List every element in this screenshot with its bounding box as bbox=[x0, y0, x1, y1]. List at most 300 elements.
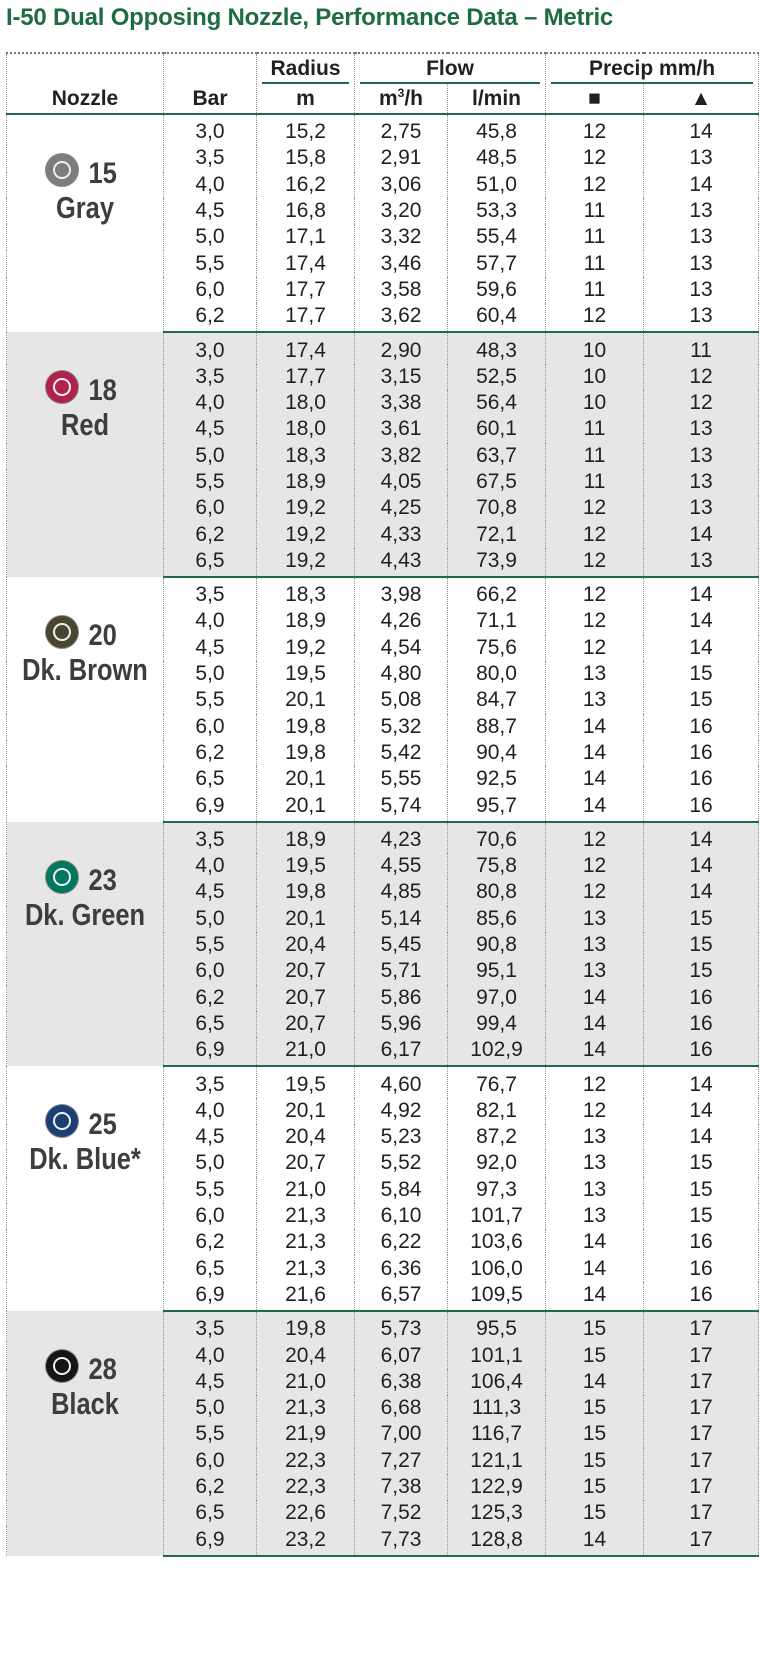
cell-bar: 6,2 bbox=[164, 521, 257, 547]
cell-precip-square: 14 bbox=[546, 792, 644, 821]
cell-bar: 3,0 bbox=[164, 114, 257, 145]
cell-flow-lmin: 121,1 bbox=[448, 1448, 546, 1474]
cell-radius: 19,8 bbox=[257, 714, 355, 740]
cell-flow-m3h: 2,90 bbox=[355, 332, 448, 363]
cell-precip-triangle: 15 bbox=[644, 906, 759, 932]
cell-precip-triangle: 13 bbox=[644, 303, 759, 332]
cell-bar: 4,0 bbox=[164, 1342, 257, 1368]
cell-precip-square: 12 bbox=[546, 853, 644, 879]
cell-precip-square: 15 bbox=[546, 1421, 644, 1447]
cell-precip-square: 13 bbox=[546, 687, 644, 713]
cell-precip-triangle: 13 bbox=[644, 469, 759, 495]
cell-flow-m3h: 3,62 bbox=[355, 303, 448, 332]
cell-precip-triangle: 16 bbox=[644, 1255, 759, 1281]
cell-bar: 5,5 bbox=[164, 250, 257, 276]
nozzle-ring-icon bbox=[53, 161, 71, 179]
cell-bar: 3,5 bbox=[164, 577, 257, 608]
cell-flow-m3h: 4,85 bbox=[355, 879, 448, 905]
cell-precip-triangle: 17 bbox=[644, 1421, 759, 1447]
cell-bar: 4,0 bbox=[164, 1098, 257, 1124]
cell-precip-triangle: 16 bbox=[644, 714, 759, 740]
cell-precip-triangle: 12 bbox=[644, 364, 759, 390]
cell-radius: 20,1 bbox=[257, 906, 355, 932]
cell-flow-lmin: 128,8 bbox=[448, 1526, 546, 1555]
cell-bar: 6,5 bbox=[164, 548, 257, 577]
cell-flow-lmin: 101,7 bbox=[448, 1203, 546, 1229]
cell-precip-square: 12 bbox=[546, 1066, 644, 1097]
cell-flow-m3h: 5,42 bbox=[355, 740, 448, 766]
cell-bar: 4,5 bbox=[164, 879, 257, 905]
cell-precip-triangle: 16 bbox=[644, 985, 759, 1011]
cell-radius: 18,9 bbox=[257, 822, 355, 853]
nozzle-number: 28 bbox=[88, 1353, 118, 1387]
cell-flow-lmin: 97,3 bbox=[448, 1177, 546, 1203]
cell-precip-triangle: 14 bbox=[644, 635, 759, 661]
cell-radius: 19,8 bbox=[257, 879, 355, 905]
cell-flow-m3h: 5,86 bbox=[355, 985, 448, 1011]
cell-flow-lmin: 71,1 bbox=[448, 608, 546, 634]
cell-flow-m3h: 7,38 bbox=[355, 1474, 448, 1500]
cell-precip-square: 13 bbox=[546, 1177, 644, 1203]
header-m3h-tail: /h bbox=[404, 86, 424, 110]
cell-precip-triangle: 12 bbox=[644, 390, 759, 416]
nozzle-name: Red bbox=[60, 407, 110, 443]
cell-bar: 6,0 bbox=[164, 714, 257, 740]
cell-precip-square: 12 bbox=[546, 114, 644, 145]
nozzle-id bbox=[3, 615, 163, 653]
cell-bar: 4,0 bbox=[164, 172, 257, 198]
cell-flow-m3h: 3,20 bbox=[355, 198, 448, 224]
cell-radius: 19,8 bbox=[257, 1311, 355, 1342]
cell-flow-lmin: 67,5 bbox=[448, 469, 546, 495]
table-row bbox=[7, 1066, 759, 1097]
cell-flow-lmin: 80,8 bbox=[448, 879, 546, 905]
cell-radius: 20,4 bbox=[257, 1124, 355, 1150]
nozzle-id bbox=[3, 860, 163, 897]
cell-flow-lmin: 95,5 bbox=[448, 1311, 546, 1342]
cell-flow-m3h: 6,38 bbox=[355, 1369, 448, 1395]
cell-flow-lmin: 122,9 bbox=[448, 1474, 546, 1500]
cell-precip-triangle: 13 bbox=[644, 548, 759, 577]
cell-precip-triangle: 11 bbox=[644, 332, 759, 363]
cell-bar: 4,0 bbox=[164, 608, 257, 634]
cell-flow-m3h: 5,23 bbox=[355, 1124, 448, 1150]
cell-radius: 19,2 bbox=[257, 635, 355, 661]
nozzle-ring-icon bbox=[53, 623, 71, 641]
cell-precip-square: 11 bbox=[546, 198, 644, 224]
cell-radius: 21,0 bbox=[257, 1037, 355, 1066]
cell-precip-triangle: 14 bbox=[644, 521, 759, 547]
cell-precip-triangle: 14 bbox=[644, 577, 759, 608]
nozzle-name: Black bbox=[51, 1386, 119, 1422]
cell-radius: 17,7 bbox=[257, 277, 355, 303]
table-row bbox=[7, 577, 759, 608]
cell-flow-m3h: 6,36 bbox=[355, 1255, 448, 1281]
cell-flow-m3h: 4,33 bbox=[355, 521, 448, 547]
header-blank-nozzle bbox=[7, 53, 164, 84]
cell-flow-lmin: 59,6 bbox=[448, 277, 546, 303]
cell-flow-m3h: 4,25 bbox=[355, 495, 448, 521]
cell-radius: 19,8 bbox=[257, 740, 355, 766]
cell-bar: 3,5 bbox=[164, 1066, 257, 1097]
cell-precip-triangle: 15 bbox=[644, 661, 759, 687]
cell-flow-m3h: 4,60 bbox=[355, 1066, 448, 1097]
cell-precip-triangle: 14 bbox=[644, 114, 759, 145]
cell-precip-square: 13 bbox=[546, 1203, 644, 1229]
cell-precip-square: 14 bbox=[546, 766, 644, 792]
header-m3h bbox=[355, 84, 448, 114]
cell-precip-square: 12 bbox=[546, 303, 644, 332]
header-nozzle: Nozzle bbox=[7, 84, 164, 114]
cell-flow-m3h: 2,91 bbox=[355, 145, 448, 171]
cell-precip-triangle: 14 bbox=[644, 853, 759, 879]
header-square-icon: ■ bbox=[546, 84, 644, 114]
table-row bbox=[7, 114, 759, 145]
cell-flow-m3h: 3,46 bbox=[355, 250, 448, 276]
cell-precip-square: 12 bbox=[546, 145, 644, 171]
cell-flow-lmin: 66,2 bbox=[448, 577, 546, 608]
cell-bar: 6,9 bbox=[164, 1037, 257, 1066]
cell-bar: 6,0 bbox=[164, 958, 257, 984]
cell-radius: 23,2 bbox=[257, 1526, 355, 1555]
cell-radius: 18,9 bbox=[257, 469, 355, 495]
cell-flow-m3h: 5,08 bbox=[355, 687, 448, 713]
nozzle-cell bbox=[7, 577, 164, 822]
cell-precip-triangle: 15 bbox=[644, 1203, 759, 1229]
cell-flow-lmin: 60,1 bbox=[448, 416, 546, 442]
cell-bar: 5,0 bbox=[164, 1150, 257, 1176]
nozzle-name: Dk. Green bbox=[24, 896, 146, 932]
cell-bar: 6,5 bbox=[164, 1500, 257, 1526]
cell-flow-lmin: 106,0 bbox=[448, 1255, 546, 1281]
cell-radius: 18,9 bbox=[257, 608, 355, 634]
cell-precip-triangle: 13 bbox=[644, 250, 759, 276]
cell-bar: 6,2 bbox=[164, 985, 257, 1011]
cell-radius: 20,1 bbox=[257, 766, 355, 792]
cell-bar: 3,5 bbox=[164, 145, 257, 171]
nozzle-name: Dk. Blue* bbox=[29, 1141, 141, 1177]
cell-precip-square: 14 bbox=[546, 1282, 644, 1311]
cell-precip-square: 13 bbox=[546, 906, 644, 932]
cell-flow-lmin: 70,8 bbox=[448, 495, 546, 521]
table-row bbox=[7, 822, 759, 853]
table-row bbox=[7, 332, 759, 363]
cell-precip-square: 15 bbox=[546, 1474, 644, 1500]
cell-flow-m3h: 5,32 bbox=[355, 714, 448, 740]
cell-radius: 20,7 bbox=[257, 985, 355, 1011]
nozzle-ring-icon bbox=[53, 868, 71, 886]
cell-precip-square: 14 bbox=[546, 740, 644, 766]
cell-precip-square: 14 bbox=[546, 1526, 644, 1555]
cell-bar: 5,0 bbox=[164, 1395, 257, 1421]
nozzle-color-icon bbox=[46, 616, 78, 648]
cell-precip-square: 14 bbox=[546, 985, 644, 1011]
cell-radius: 21,0 bbox=[257, 1369, 355, 1395]
cell-bar: 5,5 bbox=[164, 469, 257, 495]
cell-flow-lmin: 75,6 bbox=[448, 635, 546, 661]
cell-flow-lmin: 95,7 bbox=[448, 792, 546, 821]
cell-flow-lmin: 72,1 bbox=[448, 521, 546, 547]
cell-radius: 19,2 bbox=[257, 495, 355, 521]
cell-precip-square: 15 bbox=[546, 1395, 644, 1421]
cell-bar: 4,5 bbox=[164, 1369, 257, 1395]
cell-radius: 18,3 bbox=[257, 577, 355, 608]
cell-flow-lmin: 52,5 bbox=[448, 364, 546, 390]
nozzle-color-icon bbox=[46, 1105, 78, 1137]
cell-precip-triangle: 17 bbox=[644, 1369, 759, 1395]
cell-flow-m3h: 2,75 bbox=[355, 114, 448, 145]
cell-precip-square: 11 bbox=[546, 469, 644, 495]
cell-precip-triangle: 13 bbox=[644, 443, 759, 469]
cell-precip-square: 11 bbox=[546, 224, 644, 250]
cell-flow-lmin: 56,4 bbox=[448, 390, 546, 416]
cell-precip-triangle: 13 bbox=[644, 495, 759, 521]
cell-flow-lmin: 82,1 bbox=[448, 1098, 546, 1124]
header-m: m bbox=[257, 84, 355, 114]
cell-precip-square: 15 bbox=[546, 1311, 644, 1342]
cell-precip-triangle: 16 bbox=[644, 740, 759, 766]
cell-precip-triangle: 16 bbox=[644, 792, 759, 821]
cell-radius: 19,5 bbox=[257, 661, 355, 687]
cell-flow-lmin: 57,7 bbox=[448, 250, 546, 276]
nozzle-number: 15 bbox=[88, 157, 118, 190]
cell-radius: 18,0 bbox=[257, 390, 355, 416]
cell-precip-square: 13 bbox=[546, 1150, 644, 1176]
cell-flow-lmin: 90,4 bbox=[448, 740, 546, 766]
cell-flow-m3h: 6,17 bbox=[355, 1037, 448, 1066]
cell-flow-m3h: 7,00 bbox=[355, 1421, 448, 1447]
nozzle-color-icon bbox=[46, 154, 78, 186]
nozzle-color-icon bbox=[46, 1350, 78, 1382]
cell-precip-square: 15 bbox=[546, 1500, 644, 1526]
cell-flow-m3h: 5,52 bbox=[355, 1150, 448, 1176]
cell-bar: 3,0 bbox=[164, 332, 257, 363]
cell-flow-m3h: 4,23 bbox=[355, 822, 448, 853]
cell-bar: 5,0 bbox=[164, 906, 257, 932]
cell-precip-triangle: 16 bbox=[644, 1229, 759, 1255]
cell-flow-lmin: 84,7 bbox=[448, 687, 546, 713]
cell-flow-m3h: 4,92 bbox=[355, 1098, 448, 1124]
cell-precip-square: 12 bbox=[546, 548, 644, 577]
cell-radius: 20,1 bbox=[257, 687, 355, 713]
header-lmin: l/min bbox=[448, 84, 546, 114]
nozzle-number: 18 bbox=[88, 374, 118, 408]
table-body bbox=[7, 114, 759, 1556]
cell-precip-square: 13 bbox=[546, 661, 644, 687]
cell-precip-triangle: 15 bbox=[644, 687, 759, 713]
cell-flow-lmin: 88,7 bbox=[448, 714, 546, 740]
cell-radius: 17,1 bbox=[257, 224, 355, 250]
cell-flow-m3h: 5,45 bbox=[355, 932, 448, 958]
cell-radius: 21,3 bbox=[257, 1203, 355, 1229]
cell-flow-m3h: 6,57 bbox=[355, 1282, 448, 1311]
cell-precip-triangle: 15 bbox=[644, 958, 759, 984]
cell-flow-m3h: 5,73 bbox=[355, 1311, 448, 1342]
cell-radius: 15,8 bbox=[257, 145, 355, 171]
cell-precip-triangle: 15 bbox=[644, 1150, 759, 1176]
cell-precip-triangle: 15 bbox=[644, 932, 759, 958]
cell-precip-triangle: 17 bbox=[644, 1474, 759, 1500]
header-blank-bar bbox=[164, 53, 257, 84]
cell-precip-triangle: 16 bbox=[644, 1011, 759, 1037]
cell-flow-lmin: 85,6 bbox=[448, 906, 546, 932]
cell-flow-m3h: 4,05 bbox=[355, 469, 448, 495]
header-radius: Radius bbox=[257, 53, 355, 84]
performance-table bbox=[6, 52, 759, 1557]
cell-bar: 3,5 bbox=[164, 364, 257, 390]
cell-flow-m3h: 4,43 bbox=[355, 548, 448, 577]
cell-flow-m3h: 5,74 bbox=[355, 792, 448, 821]
cell-precip-square: 12 bbox=[546, 172, 644, 198]
cell-flow-m3h: 6,07 bbox=[355, 1342, 448, 1368]
cell-precip-triangle: 14 bbox=[644, 1124, 759, 1150]
cell-flow-lmin: 125,3 bbox=[448, 1500, 546, 1526]
cell-flow-lmin: 48,5 bbox=[448, 145, 546, 171]
cell-precip-square: 14 bbox=[546, 1037, 644, 1066]
cell-radius: 20,4 bbox=[257, 932, 355, 958]
cell-precip-square: 10 bbox=[546, 390, 644, 416]
nozzle-id bbox=[3, 1104, 163, 1142]
nozzle-name: Dk. Brown bbox=[22, 652, 148, 688]
cell-flow-m3h: 6,22 bbox=[355, 1229, 448, 1255]
nozzle-ring-icon bbox=[53, 1357, 71, 1375]
cell-precip-triangle: 15 bbox=[644, 1177, 759, 1203]
nozzle-cell bbox=[7, 822, 164, 1067]
cell-flow-lmin: 51,0 bbox=[448, 172, 546, 198]
cell-precip-triangle: 16 bbox=[644, 1037, 759, 1066]
cell-bar: 4,5 bbox=[164, 198, 257, 224]
cell-radius: 17,7 bbox=[257, 303, 355, 332]
cell-radius: 20,7 bbox=[257, 1150, 355, 1176]
cell-flow-m3h: 4,55 bbox=[355, 853, 448, 879]
header-m3h-sup: 3 bbox=[397, 85, 405, 100]
cell-bar: 5,5 bbox=[164, 932, 257, 958]
cell-flow-lmin: 99,4 bbox=[448, 1011, 546, 1037]
nozzle-cell bbox=[7, 332, 164, 577]
cell-precip-square: 12 bbox=[546, 577, 644, 608]
cell-precip-square: 15 bbox=[546, 1342, 644, 1368]
cell-flow-m3h: 7,27 bbox=[355, 1448, 448, 1474]
cell-precip-square: 13 bbox=[546, 932, 644, 958]
cell-bar: 4,5 bbox=[164, 635, 257, 661]
cell-flow-m3h: 4,26 bbox=[355, 608, 448, 634]
cell-precip-triangle: 17 bbox=[644, 1500, 759, 1526]
cell-bar: 6,2 bbox=[164, 303, 257, 332]
nozzle-name: Gray bbox=[56, 190, 114, 225]
cell-flow-m3h: 3,61 bbox=[355, 416, 448, 442]
cell-precip-triangle: 17 bbox=[644, 1526, 759, 1555]
cell-precip-square: 13 bbox=[546, 958, 644, 984]
cell-flow-m3h: 3,82 bbox=[355, 443, 448, 469]
cell-precip-triangle: 14 bbox=[644, 172, 759, 198]
cell-precip-square: 15 bbox=[546, 1448, 644, 1474]
cell-precip-triangle: 17 bbox=[644, 1448, 759, 1474]
cell-flow-m3h: 7,52 bbox=[355, 1500, 448, 1526]
cell-bar: 6,0 bbox=[164, 277, 257, 303]
cell-radius: 21,0 bbox=[257, 1177, 355, 1203]
nozzle-number: 25 bbox=[88, 1108, 118, 1142]
nozzle-number: 20 bbox=[88, 619, 118, 653]
cell-radius: 20,1 bbox=[257, 1098, 355, 1124]
cell-precip-square: 12 bbox=[546, 521, 644, 547]
cell-bar: 6,0 bbox=[164, 495, 257, 521]
cell-flow-lmin: 45,8 bbox=[448, 114, 546, 145]
cell-radius: 20,7 bbox=[257, 1011, 355, 1037]
nozzle-color-icon bbox=[46, 371, 78, 403]
cell-precip-square: 14 bbox=[546, 714, 644, 740]
cell-flow-m3h: 5,71 bbox=[355, 958, 448, 984]
header-m3h-base: m bbox=[378, 86, 398, 110]
nozzle-ring-icon bbox=[53, 378, 71, 396]
header-bar: Bar bbox=[164, 84, 257, 114]
cell-bar: 6,9 bbox=[164, 1526, 257, 1555]
cell-bar: 6,5 bbox=[164, 1255, 257, 1281]
cell-flow-lmin: 60,4 bbox=[448, 303, 546, 332]
cell-precip-square: 12 bbox=[546, 822, 644, 853]
cell-flow-lmin: 75,8 bbox=[448, 853, 546, 879]
nozzle-id bbox=[3, 153, 163, 190]
cell-bar: 5,0 bbox=[164, 443, 257, 469]
cell-radius: 15,2 bbox=[257, 114, 355, 145]
cell-bar: 5,5 bbox=[164, 1421, 257, 1447]
cell-flow-lmin: 116,7 bbox=[448, 1421, 546, 1447]
cell-bar: 6,0 bbox=[164, 1203, 257, 1229]
cell-bar: 6,5 bbox=[164, 1011, 257, 1037]
cell-flow-lmin: 102,9 bbox=[448, 1037, 546, 1066]
cell-flow-lmin: 53,3 bbox=[448, 198, 546, 224]
cell-flow-lmin: 80,0 bbox=[448, 661, 546, 687]
cell-bar: 4,5 bbox=[164, 416, 257, 442]
cell-precip-square: 10 bbox=[546, 332, 644, 363]
cell-bar: 3,5 bbox=[164, 1311, 257, 1342]
cell-precip-square: 12 bbox=[546, 495, 644, 521]
cell-flow-lmin: 48,3 bbox=[448, 332, 546, 363]
cell-precip-square: 13 bbox=[546, 1124, 644, 1150]
cell-flow-lmin: 106,4 bbox=[448, 1369, 546, 1395]
cell-bar: 6,2 bbox=[164, 1474, 257, 1500]
cell-radius: 20,4 bbox=[257, 1342, 355, 1368]
cell-precip-square: 11 bbox=[546, 250, 644, 276]
cell-radius: 17,4 bbox=[257, 250, 355, 276]
cell-bar: 4,0 bbox=[164, 390, 257, 416]
cell-bar: 6,5 bbox=[164, 766, 257, 792]
cell-radius: 17,7 bbox=[257, 364, 355, 390]
cell-precip-square: 12 bbox=[546, 635, 644, 661]
nozzle-number: 23 bbox=[88, 863, 118, 897]
nozzle-ring-icon bbox=[53, 1112, 71, 1130]
cell-flow-m3h: 3,98 bbox=[355, 577, 448, 608]
cell-bar: 6,0 bbox=[164, 1448, 257, 1474]
cell-flow-lmin: 63,7 bbox=[448, 443, 546, 469]
cell-radius: 18,3 bbox=[257, 443, 355, 469]
cell-precip-triangle: 14 bbox=[644, 1098, 759, 1124]
cell-precip-square: 10 bbox=[546, 364, 644, 390]
cell-flow-lmin: 76,7 bbox=[448, 1066, 546, 1097]
cell-flow-m3h: 3,38 bbox=[355, 390, 448, 416]
cell-flow-m3h: 4,80 bbox=[355, 661, 448, 687]
cell-precip-square: 12 bbox=[546, 1098, 644, 1124]
cell-radius: 19,5 bbox=[257, 1066, 355, 1097]
cell-radius: 20,7 bbox=[257, 958, 355, 984]
cell-flow-m3h: 6,68 bbox=[355, 1395, 448, 1421]
cell-flow-lmin: 87,2 bbox=[448, 1124, 546, 1150]
cell-flow-m3h: 5,55 bbox=[355, 766, 448, 792]
cell-precip-square: 12 bbox=[546, 608, 644, 634]
cell-bar: 4,0 bbox=[164, 853, 257, 879]
cell-flow-lmin: 70,6 bbox=[448, 822, 546, 853]
cell-radius: 21,6 bbox=[257, 1282, 355, 1311]
page-title: I-50 Dual Opposing Nozzle, Performance Data – Metric bbox=[6, 4, 614, 31]
